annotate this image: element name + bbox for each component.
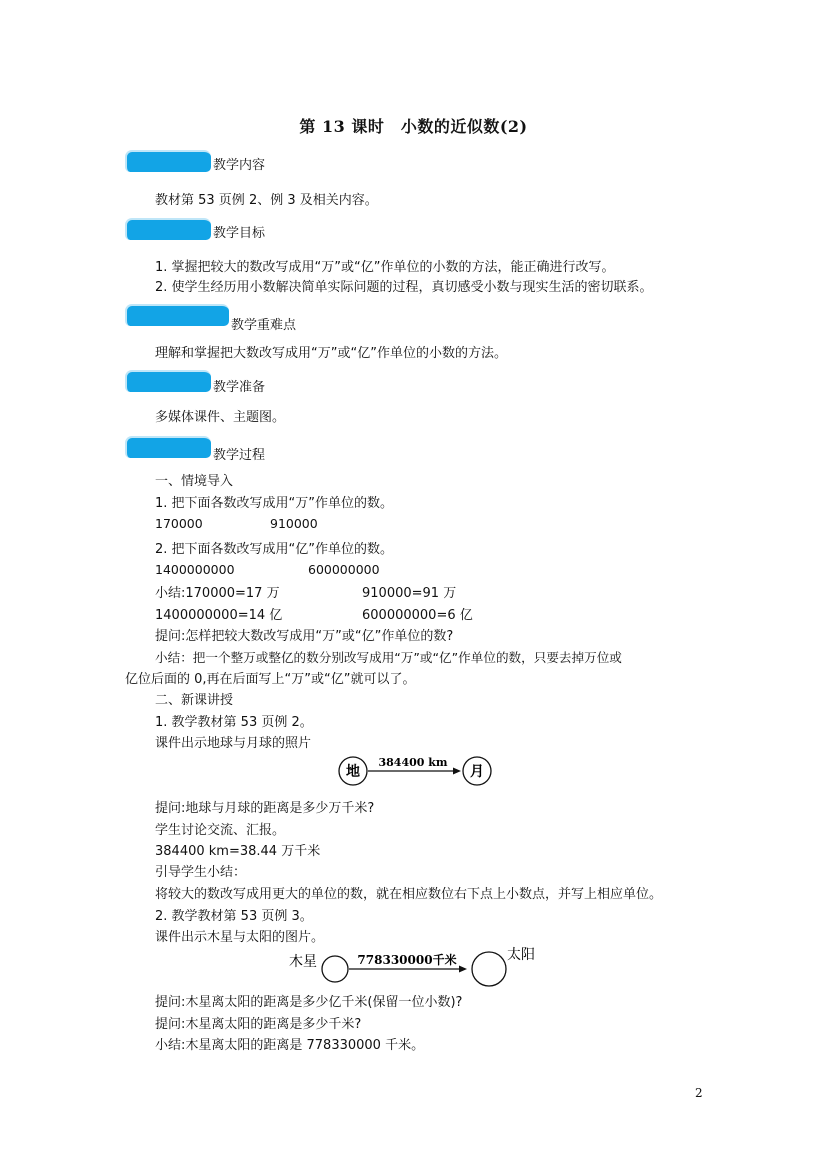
number: 1400000000 <box>155 562 235 577</box>
section-header-content <box>125 150 325 174</box>
distance-label: 778330000千米 <box>357 953 457 967</box>
prep-text: 多媒体课件、主题图。 <box>155 410 286 425</box>
number: 170000 <box>155 516 203 531</box>
part1-title: 一、情境导入 <box>155 474 234 489</box>
example-title: 1. 教学教材第 53 页例 2。 <box>155 715 313 730</box>
summary-line: 910000=91 万 <box>362 586 457 601</box>
arrow-head <box>453 768 461 775</box>
question-text: 提问:木星离太阳的距离是多少千米? <box>155 1017 362 1032</box>
summary-text: 亿位后面的 0,再在后面写上“万”或“亿”就可以了。 <box>125 672 416 687</box>
earth-moon-diagram <box>335 754 495 788</box>
section-header-process <box>125 436 325 463</box>
section-tab-decoration <box>125 218 211 240</box>
number: 910000 <box>270 516 318 531</box>
jupiter-label: 木星 <box>289 954 317 970</box>
moon-label: 月 <box>470 764 484 780</box>
summary-text: 小结：把一个整万或整亿的数分别改写成用“万”或“亿”作单位的数，只要去掉万位或 <box>155 650 622 665</box>
guide-text: 引导学生小结： <box>155 865 247 880</box>
number: 600000000 <box>308 562 380 577</box>
content-text: 教材第 53 页例 2、例 3 及相关内容。 <box>155 193 378 208</box>
summary-text: 小结:木星离太阳的距离是 778330000 千米。 <box>155 1038 425 1053</box>
page-number: 2 <box>695 1086 703 1100</box>
section-tab-decoration <box>125 370 211 392</box>
sun-label: 太阳 <box>507 947 535 963</box>
answer-text: 384400 km=38.44 万千米 <box>155 844 321 859</box>
section-label: 教学过程 <box>213 448 266 463</box>
section-tab-decoration <box>125 150 211 172</box>
question-text: 提问:地球与月球的距离是多少万千米? <box>155 801 375 816</box>
jupiter-circle <box>322 956 348 982</box>
jupiter-sun-diagram <box>285 942 545 988</box>
distance-label: 384400 km <box>378 756 448 769</box>
section-header-goals <box>125 218 325 242</box>
example-title: 2. 教学教材第 53 页例 3。 <box>155 909 313 924</box>
part2-title: 二、新课讲授 <box>155 693 234 708</box>
section-header-keypoints <box>125 304 345 333</box>
summary-line: 小结:170000=17 万 <box>155 586 280 601</box>
question-2: 2. 把下面各数改写成用“亿”作单位的数。 <box>155 542 394 557</box>
discussion-text: 学生讨论交流、汇报。 <box>155 823 286 838</box>
example-show: 课件出示木星与太阳的图片。 <box>155 930 325 945</box>
question-text: 提问:木星离太阳的距离是多少亿千米(保留一位小数)? <box>155 995 463 1010</box>
summary-line: 1400000000=14 亿 <box>155 608 283 623</box>
sun-circle <box>472 952 506 986</box>
section-label: 教学准备 <box>213 380 266 395</box>
section-label: 教学重难点 <box>231 318 297 333</box>
section-label: 教学内容 <box>213 158 266 173</box>
page-title: 第 13 课时 小数的近似数(2) <box>299 117 528 136</box>
goal-item: 2. 使学生经历用小数解决简单实际问题的过程，真切感受小数与现实生活的密切联系。 <box>155 280 653 295</box>
section-tab-decoration <box>125 304 229 326</box>
arrow-head <box>459 966 467 973</box>
earth-label: 地 <box>346 764 360 780</box>
example-show: 课件出示地球与月球的照片 <box>155 736 312 751</box>
section-tab-decoration <box>125 436 211 458</box>
section-label: 教学目标 <box>213 226 266 241</box>
goal-item: 1. 掌握把较大的数改写成用“万”或“亿”作单位的小数的方法，能正确进行改写。 <box>155 260 615 275</box>
summary-text: 将较大的数改写成用更大的单位的数，就在相应数位右下点上小数点，并写上相应单位。 <box>155 887 663 902</box>
question-1: 1. 把下面各数改写成用“万”作单位的数。 <box>155 496 394 511</box>
keypoints-text: 理解和掌握把大数改写成用“万”或“亿”作单位的小数的方法。 <box>155 346 507 361</box>
section-header-prep <box>125 370 325 394</box>
question-text: 提问:怎样把较大数改写成用“万”或“亿”作单位的数? <box>155 629 454 644</box>
summary-line: 600000000=6 亿 <box>362 608 473 623</box>
